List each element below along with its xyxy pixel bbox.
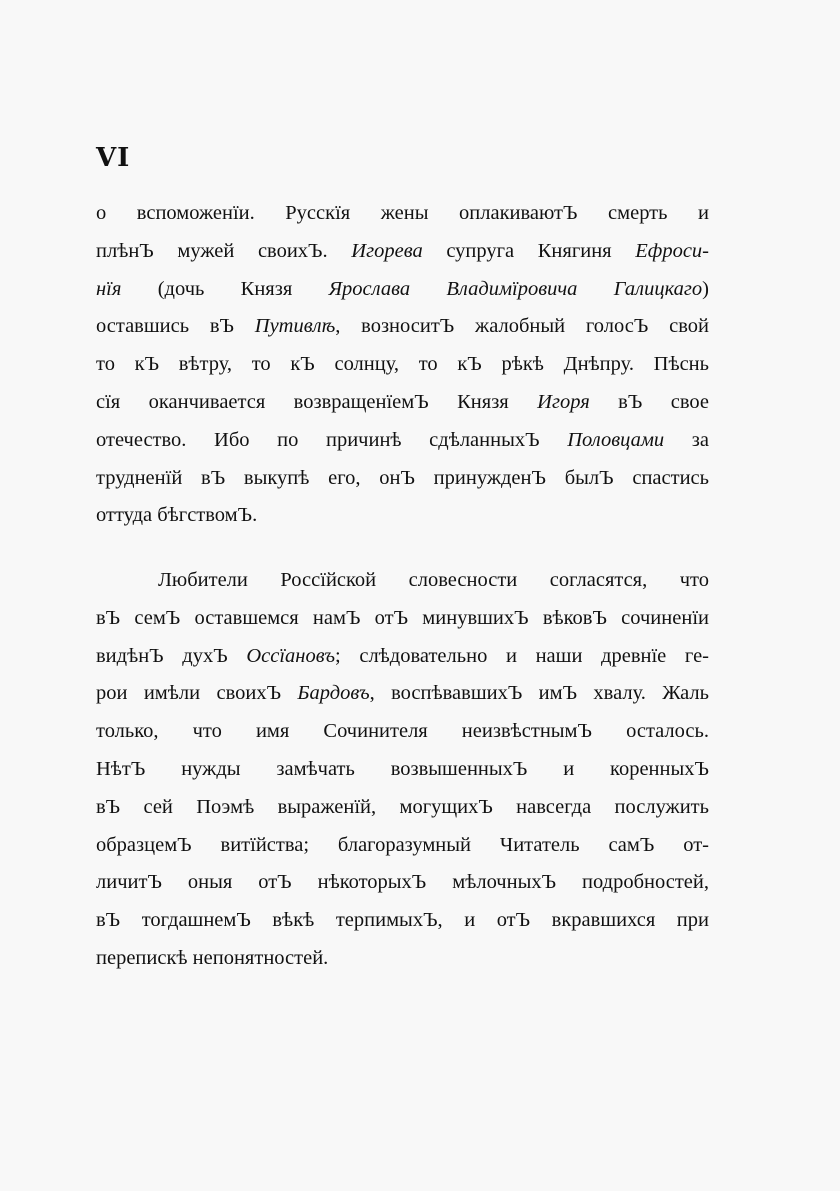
text-run: плѣнЪ мужей своихЪ. (96, 239, 352, 262)
text-run: Игоря (537, 390, 590, 413)
text-run: трудненїй вЪ выкупѣ его, онЪ принужденЪ былЪ спастись (96, 466, 709, 489)
text-line (96, 497, 709, 535)
text-run: ; слѣдовательно и наши древнїе ге- (335, 644, 709, 667)
paragraph-2 (96, 562, 709, 978)
text-line (96, 902, 709, 940)
text-line (96, 384, 709, 422)
text-run: НѣтЪ нужды замѣчать возвышенныхЪ и коренныхЪ (96, 757, 709, 780)
text-run: вЪ сей Поэмѣ выраженїй, могущихЪ навсегда послужить (96, 795, 709, 818)
text-run: , возноситЪ жалобный голосЪ свой (335, 315, 709, 338)
text-run: отечество. Ибо по причинѣ сдѣланныхЪ (96, 428, 568, 451)
text-run: о вспоможенїи. Русскїя жены оплакиваютЪ смерть и (96, 202, 709, 224)
text-line (96, 422, 709, 460)
text-run: оставшись вЪ (96, 315, 255, 338)
text-run: Путивлѣ (254, 315, 336, 338)
text-line (96, 600, 709, 638)
text-run: вЪ свое (589, 390, 709, 413)
text-run: нїя (96, 277, 122, 300)
text-line (96, 233, 709, 271)
text-run: сїя оканчивается возвращенїемЪ Князя (96, 390, 538, 413)
text-run: оттуда бѣгствомЪ. (96, 504, 258, 527)
text-run: Бардовъ (297, 682, 370, 705)
text-line (96, 864, 709, 902)
text-run: образцемЪ витїйства; благоразумный Читатель самЪ от- (96, 833, 709, 856)
text-line (96, 751, 709, 789)
text-line (96, 346, 709, 384)
text-line (96, 638, 709, 676)
text-run: Ярослава Владимїровича Галицкаго (328, 277, 703, 300)
text-run: то кЪ вѣтру, то кЪ солнцу, то кЪ рѣкѣ Днѣпру. Пѣснь (96, 353, 709, 376)
text-run: перепискѣ непонятностей. (96, 946, 329, 969)
text-line (96, 271, 709, 309)
text-run: рои имѣли своихЪ (96, 682, 298, 705)
paragraph-1 (96, 195, 709, 535)
page-number: VI (96, 143, 131, 173)
text-run: Игорева (351, 239, 423, 262)
text-run: супруга Княгиня (422, 239, 636, 262)
text-run: ) (702, 277, 709, 300)
text-run: за (664, 428, 710, 451)
text-run: видѣнЪ духЪ (96, 644, 247, 667)
text-run: Любители Россїйской словесности согласятся, что (158, 569, 709, 591)
text-run: Половцами (567, 428, 665, 451)
text-line (96, 562, 709, 600)
text-line (96, 195, 709, 233)
text-run: (дочь Князя (121, 277, 329, 300)
text-run: Оссїановъ (246, 644, 335, 667)
text-line (96, 675, 709, 713)
text-run: вЪ тогдашнемЪ вѣкѣ терпимыхЪ, и отЪ вкравшихся при (96, 909, 709, 932)
text-run: вЪ семЪ оставшемся намЪ отЪ минувшихЪ вѣковЪ сочиненїи (96, 606, 709, 629)
text-line (96, 713, 709, 751)
text-run: , воспѣвавшихЪ имЪ хвалу. Жаль (369, 682, 709, 705)
text-run: Ефроси- (635, 239, 710, 262)
text-run: только, что имя Сочинителя неизвѣстнымЪ осталось. (96, 720, 709, 743)
text-line (96, 789, 709, 827)
text-line (96, 460, 709, 498)
text-run: личитЪ оныя отЪ нѣкоторыхЪ мѣлочныхЪ подробностей, (96, 871, 709, 894)
text-line (96, 308, 709, 346)
text-line (96, 940, 709, 978)
text-line (96, 827, 709, 865)
